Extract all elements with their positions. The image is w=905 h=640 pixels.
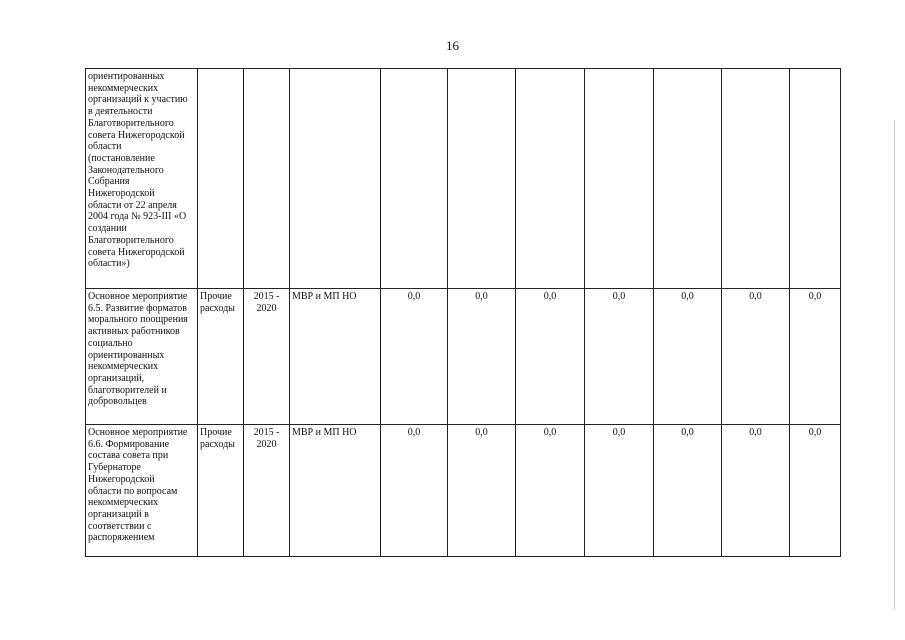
value-cell: 0,0 (790, 289, 841, 425)
activity-name-line: Благотворительного (88, 234, 174, 246)
activity-name-line: ориентированных (88, 349, 165, 361)
expense-type-line: Прочие (200, 291, 232, 302)
activity-name-line: 6.5. Развитие форматов (88, 302, 187, 314)
activity-name-cell (86, 69, 198, 289)
period-cell (244, 425, 290, 557)
value-cell: 0,0 (516, 425, 585, 557)
value-cell (448, 69, 516, 289)
expense-type-cell (198, 425, 244, 557)
activity-name-line: ориентированных (88, 71, 165, 82)
value-cell: 0,0 (790, 425, 841, 557)
table-row (86, 69, 841, 289)
value-cell: 0,0 (722, 289, 790, 425)
activity-name-line: добровольцев (88, 396, 147, 408)
activity-name-line: Собрания (88, 176, 130, 188)
executor-cell: МВР и МП НО (290, 425, 381, 557)
activity-name-line: области») (88, 258, 130, 270)
activity-name-line: Нижегородской (88, 473, 155, 485)
value-cell: 0,0 (381, 289, 448, 425)
value-cell (585, 69, 654, 289)
activity-name-line: распоряжением (88, 532, 155, 544)
activity-name-line: Основное мероприятие (88, 291, 188, 302)
activity-name-line: совета Нижегородской (88, 129, 185, 141)
value-cell (516, 69, 585, 289)
value-cell: 0,0 (722, 425, 790, 557)
value-cell: 0,0 (585, 289, 654, 425)
period-line: 2015 - (253, 291, 280, 302)
activity-name-line: соответствии с (88, 520, 152, 532)
activity-name-cell (86, 289, 198, 425)
activity-name-line: создании (88, 223, 127, 235)
activity-name-line: состава совета при (88, 450, 169, 462)
budget-table (85, 68, 841, 557)
expense-type-cell (198, 289, 244, 425)
expense-type-line: Прочие (200, 427, 232, 438)
period-line: 2020 (256, 438, 277, 450)
activity-name-line: некоммерческих (88, 82, 159, 94)
activity-name-line: Нижегородской (88, 188, 155, 200)
value-cell: 0,0 (381, 425, 448, 557)
value-cell: 0,0 (585, 425, 654, 557)
expense-type-line: расходы (200, 438, 235, 450)
activity-name-cell (86, 425, 198, 557)
activity-name-line: 2004 года № 923-III «О (88, 211, 187, 223)
value-cell: 0,0 (654, 425, 722, 557)
activity-name-line: морального поощрения (88, 314, 188, 326)
period-cell (244, 289, 290, 425)
activity-name-line: Благотворительного (88, 117, 174, 129)
period-cell (244, 69, 290, 289)
table-row (86, 289, 841, 425)
period-line: 2020 (256, 302, 277, 314)
executor-cell: МВР и МП НО (290, 289, 381, 425)
activity-name-line: Основное мероприятие (88, 427, 188, 438)
value-cell: 0,0 (654, 289, 722, 425)
activity-name-line: организаций в (88, 508, 149, 520)
activity-name-line: в деятельности (88, 106, 153, 118)
activity-name-line: 6.6. Формирование (88, 438, 170, 450)
activity-name-line: некоммерческих (88, 361, 159, 373)
activity-name-line: Законодательного (88, 164, 164, 176)
activity-name-line: области (88, 141, 122, 153)
activity-name-line: совета Нижегородской (88, 246, 185, 258)
value-cell (381, 69, 448, 289)
activity-name-line: организаций, (88, 372, 145, 384)
period-line: 2015 - (253, 427, 280, 438)
page-edge-shadow (894, 120, 895, 610)
expense-type-line: расходы (200, 302, 235, 314)
value-cell: 0,0 (448, 289, 516, 425)
activity-name-line: благотворителей и (88, 384, 167, 396)
value-cell (722, 69, 790, 289)
executor-cell (290, 69, 381, 289)
activity-name-line: Губернаторе (88, 462, 141, 474)
expense-type-cell (198, 69, 244, 289)
activity-name-line: области по вопросам (88, 485, 178, 497)
table-row (86, 425, 841, 557)
activity-name-line: области от 22 апреля (88, 199, 177, 211)
value-cell: 0,0 (448, 425, 516, 557)
value-cell (654, 69, 722, 289)
value-cell (790, 69, 841, 289)
activity-name-line: некоммерческих (88, 497, 159, 509)
activity-name-line: организаций к участию (88, 94, 188, 106)
value-cell: 0,0 (516, 289, 585, 425)
activity-name-line: социально (88, 337, 133, 349)
activity-name-line: активных работников (88, 326, 180, 338)
activity-name-line: (постановление (88, 152, 155, 164)
page-number: 16 (446, 38, 459, 53)
